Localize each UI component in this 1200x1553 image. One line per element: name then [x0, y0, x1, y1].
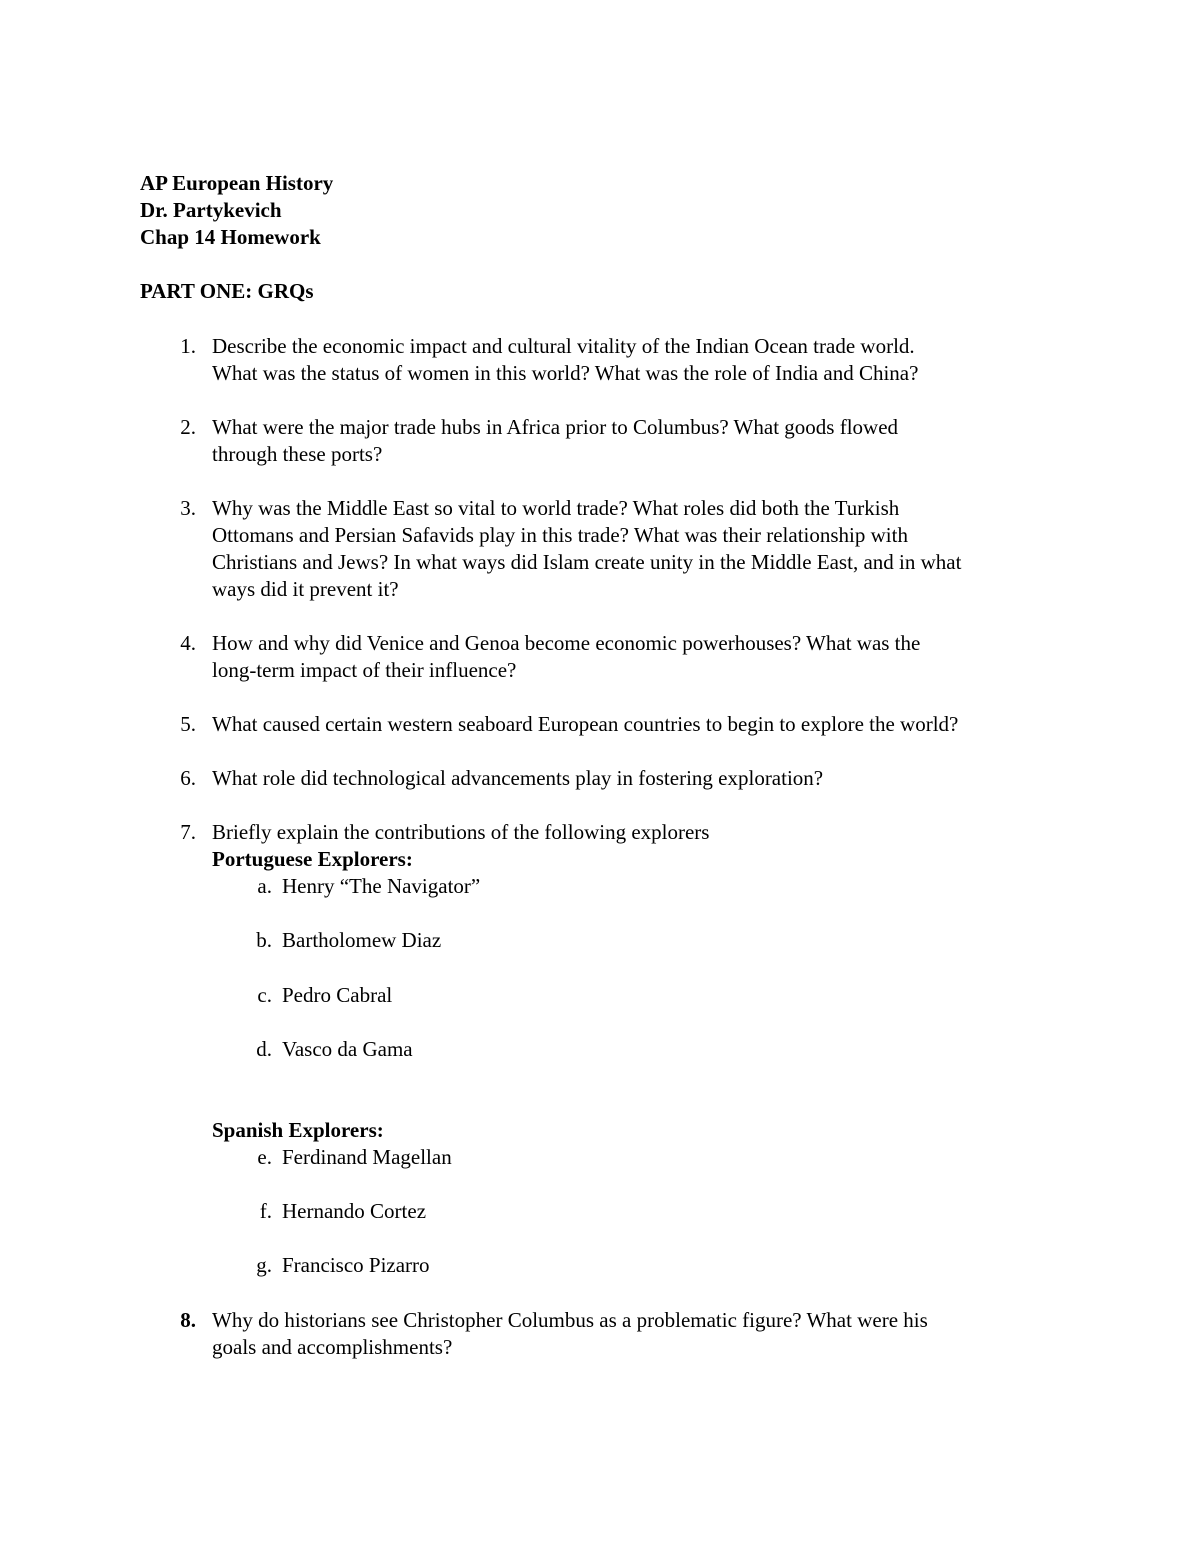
question-line: What caused certain western seaboard European countries to begin to explore the world? — [212, 712, 959, 736]
question-line: Ottomans and Persian Safavids play in this trade? What was their relationship with — [212, 523, 908, 547]
question-number: 6. — [180, 766, 196, 790]
item-letter: a. — [257, 874, 272, 898]
explorer-name: Ferdinand Magellan — [282, 1145, 452, 1169]
document-header — [140, 170, 333, 251]
question-line: How and why did Venice and Genoa become economic powerhouses? What was the — [212, 631, 921, 655]
question-number: 5. — [180, 712, 196, 736]
question-number: 2. — [180, 415, 196, 439]
item-letter: c. — [257, 983, 272, 1007]
instructor-name: Dr. Partykevich — [140, 198, 282, 222]
spanish-explorers-heading: Spanish Explorers: — [212, 1118, 384, 1142]
item-letter: b. — [256, 928, 272, 952]
item-letter: g. — [256, 1253, 272, 1277]
question-number: 7. — [180, 820, 196, 844]
question-text — [212, 333, 1080, 387]
question-number: 4. — [180, 631, 196, 655]
assignment-title: Chap 14 Homework — [140, 225, 321, 249]
item-letter: d. — [256, 1037, 272, 1061]
question-text — [212, 630, 1080, 684]
question-number: 1. — [180, 334, 196, 358]
question-line: ways did it prevent it? — [212, 577, 399, 601]
explorer-name: Hernando Cortez — [282, 1199, 427, 1223]
question-line: goals and accomplishments? — [212, 1335, 453, 1359]
item-letter: f. — [259, 1199, 272, 1223]
question-line: Why do historians see Christopher Columbus as a problematic figure? What were his — [212, 1308, 928, 1332]
question-line: Why was the Middle East so vital to world trade? What roles did both the Turkish — [212, 496, 900, 520]
question-number: 3. — [180, 496, 196, 520]
explorer-name: Bartholomew Diaz — [282, 928, 442, 952]
question-line: Briefly explain the contributions of the following explorers — [212, 820, 710, 844]
question-text — [212, 765, 1080, 792]
explorer-name: Francisco Pizarro — [282, 1253, 430, 1277]
item-letter: e. — [257, 1145, 272, 1169]
question-line: Christians and Jews? In what ways did Islam create unity in the Middle East, and in what — [212, 550, 962, 574]
explorer-name: Vasco da Gama — [282, 1037, 413, 1061]
part-title: PART ONE: GRQs — [140, 279, 314, 303]
question-text — [212, 819, 1080, 846]
question-line: What role did technological advancements play in fostering exploration? — [212, 766, 824, 790]
question-line: What was the status of women in this world? What was the role of India and China? — [212, 361, 919, 385]
question-line: through these ports? — [212, 442, 383, 466]
course-title: AP European History — [140, 171, 334, 195]
portuguese-explorers-heading: Portuguese Explorers: — [212, 847, 413, 871]
explorer-name: Henry “The Navigator” — [282, 874, 481, 898]
question-text — [212, 1307, 1080, 1361]
question-number: 8. — [180, 1308, 196, 1332]
question-text — [212, 495, 1080, 603]
question-text — [212, 414, 1080, 468]
question-line: What were the major trade hubs in Africa prior to Columbus? What goods flowed — [212, 415, 899, 439]
question-line: long-term impact of their influence? — [212, 658, 517, 682]
question-text — [212, 711, 1080, 738]
explorer-name: Pedro Cabral — [282, 983, 393, 1007]
question-line: Describe the economic impact and cultural vitality of the Indian Ocean trade world. — [212, 334, 915, 358]
